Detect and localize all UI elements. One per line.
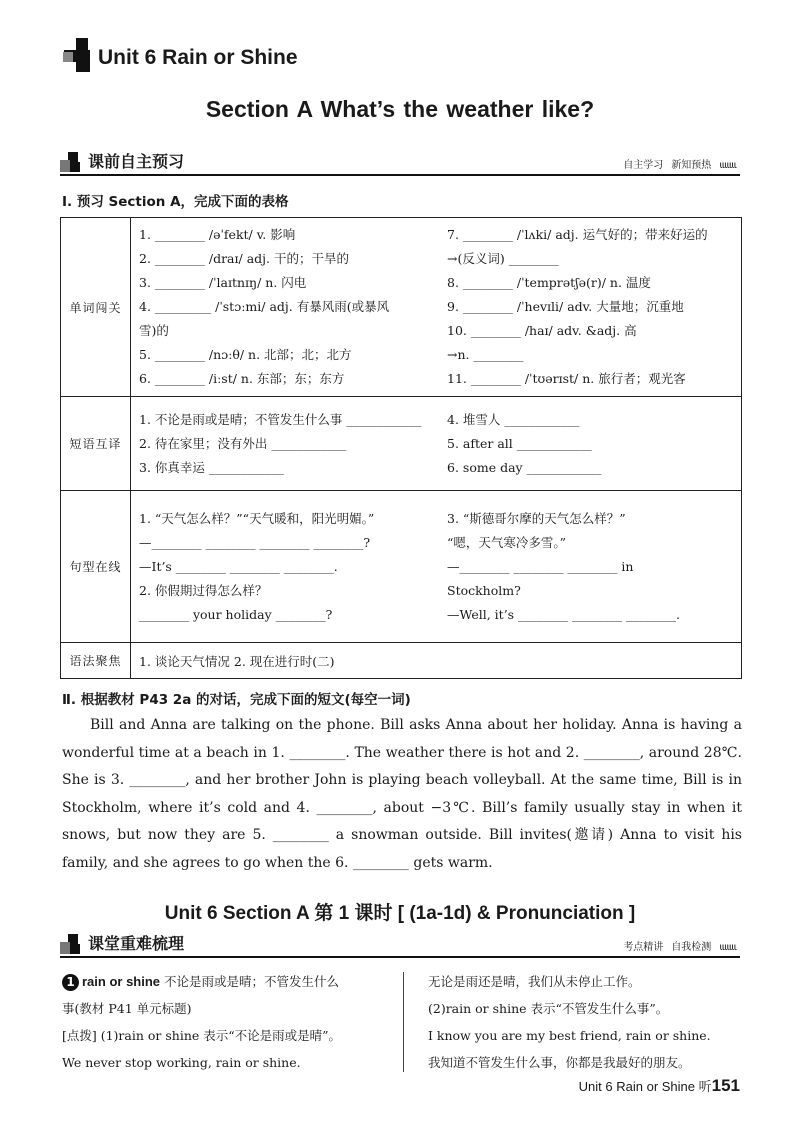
notes-right bbox=[428, 968, 748, 1076]
phrase-item: 6. some day ____________ bbox=[447, 459, 602, 475]
sentence-item: —________ ________ ________ ________? bbox=[139, 534, 371, 550]
preview-section-tags: 自主学习 新知预热 ιιιιιιι bbox=[623, 160, 736, 171]
page-footer bbox=[579, 1076, 740, 1096]
vocab-item: 7. ________ /ˈlʌki/ adj. 运气好的；带来好运的 bbox=[447, 227, 708, 242]
vocab-item: 1. ________ /əˈfekt/ v. 影响 bbox=[139, 227, 296, 242]
phrase-row bbox=[61, 397, 742, 491]
note-line: We never stop working, rain or shine. bbox=[62, 1055, 301, 1070]
note-line: I know you are my best friend, rain or shine. bbox=[428, 1028, 711, 1043]
sentence-item: Stockholm? bbox=[447, 582, 521, 598]
vocab-label: 单词闯关 bbox=[61, 218, 131, 397]
vocab-item: 3. ________ /ˈlaɪtnɪŋ/ n. 闪电 bbox=[139, 275, 307, 290]
classroom-section-label: 课堂重难梳理 bbox=[88, 934, 185, 953]
classroom-section-bar bbox=[60, 932, 740, 958]
passage bbox=[62, 712, 742, 877]
phrase-item: 3. 你真幸运 ____________ bbox=[139, 459, 284, 475]
note-line: (2)rain or shine 表示“不管发生什么事”。 bbox=[428, 1001, 669, 1016]
column-divider bbox=[403, 972, 404, 1072]
part-one-title: Ⅰ. 预习 Section A，完成下面的表格 bbox=[62, 194, 289, 210]
vocab-item: 4. _________ /ˈstɔːmi/ adj. 有暴风雨(或暴风 bbox=[139, 299, 390, 314]
footer-text: Unit 6 Rain or Shine 听 bbox=[578, 1079, 712, 1094]
sentence-item: “嗯，天气寒冷多雪。” bbox=[447, 534, 567, 550]
note-line: 事(教材 P41 单元标题) bbox=[62, 1001, 192, 1016]
vocab-item: →n. ________ bbox=[447, 347, 524, 362]
sentence-item: —It’s ________ ________ ________. bbox=[139, 558, 338, 574]
preview-section-bar bbox=[60, 150, 740, 176]
vocab-item: 雪)的 bbox=[139, 323, 169, 338]
notes-left: 1 rain or shine 不论是雨或是晴；不管发生什么 事(教材 P41 单元标题) [点拨] (1)rain or shine 表示“不论是雨或是晴”。 We never stop working, rain or shine. bbox=[62, 968, 392, 1076]
preview-section-label: 课前自主预习 bbox=[88, 152, 185, 171]
vocab-row bbox=[61, 218, 742, 397]
part-two-title: Ⅱ. 根据教材 P43 2a 的对话，完成下面的短文(每空一词) bbox=[62, 692, 411, 708]
vocab-item: 8. ________ /ˈtemprətʃə(r)/ n. 温度 bbox=[447, 275, 651, 290]
sentence-item: —Well, it’s ________ ________ ________. bbox=[447, 606, 680, 622]
vocab-item: →(反义词) ________ bbox=[447, 251, 559, 266]
grammar-text: 1. 谈论天气情况 2. 现在进行时(二) bbox=[131, 643, 742, 679]
sentence-row bbox=[61, 491, 742, 643]
sentence-label: 句型在线 bbox=[61, 491, 131, 643]
keyword: rain or shine bbox=[82, 974, 161, 989]
sentence-item: ________ your holiday ________? bbox=[139, 606, 333, 622]
section-square-icon bbox=[60, 934, 82, 954]
vocab-item: 2. ________ /draɪ/ adj. 干的；干旱的 bbox=[139, 251, 349, 266]
unit-mark-icon bbox=[60, 38, 94, 78]
grammar-row bbox=[61, 643, 742, 679]
item-number-badge: 1 bbox=[62, 974, 79, 991]
grammar-label: 语法聚焦 bbox=[61, 643, 131, 679]
phrase-item: 2. 待在家里；没有外出 ____________ bbox=[139, 435, 347, 451]
vocab-item: 5. ________ /nɔːθ/ n. 北部；北；北方 bbox=[139, 347, 352, 362]
page-number: 151 bbox=[711, 1076, 740, 1095]
phrase-item: 5. after all ____________ bbox=[447, 435, 592, 451]
note-line: [点拨] (1)rain or shine 表示“不论是雨或是晴”。 bbox=[62, 1028, 342, 1043]
unit-header bbox=[60, 38, 360, 78]
sentence-item: 2. 你假期过得怎么样？ bbox=[139, 582, 268, 598]
passage-text: Bill and Anna are talking on the phone. Bill asks Anna about her holiday. Anna is having a wonderful time at a beach in 1. ________. The weather there is hot and 2. ________, around 28℃. She is 3. ________, and her brother John is playing beach volleyball. At the same time, Bill is in Stockholm, where it’s cold and 4. ________, about −3℃. Bill’s family usually stay in when it snows, but now they are 5. ________ a snowman outside. Bill invites(邀请) Anna to visit his family, and she agrees to go when the 6. ________ gets warm. bbox=[62, 717, 742, 871]
note-line: 我知道不管发生什么事，你都是我最好的朋友。 bbox=[428, 1055, 691, 1070]
phrase-item: 4. 堆雪人 ____________ bbox=[447, 411, 580, 427]
phrase-item: 1. 不论是雨或是晴；不管发生什么事 ____________ bbox=[139, 411, 422, 427]
unit-title: Unit 6 Rain or Shine bbox=[98, 46, 298, 69]
preview-table bbox=[60, 217, 742, 679]
sentence-item: 1. “天气怎么样？”“天气暖和，阳光明媚。” bbox=[139, 510, 375, 526]
vocab-item: 10. ________ /haɪ/ adv. &adj. 高 bbox=[447, 323, 637, 338]
sentence-item: —________ ________ ________ in bbox=[447, 558, 634, 574]
section-square-icon bbox=[60, 152, 82, 172]
vocab-item: 9. ________ /ˈhevɪli/ adv. 大量地；沉重地 bbox=[447, 299, 684, 314]
sentence-item: 3. “斯德哥尔摩的天气怎么样？” bbox=[447, 510, 626, 526]
vocab-item: 11. ________ /ˈtʊərɪst/ n. 旅行者；观光客 bbox=[447, 371, 686, 386]
lesson-title: Unit 6 Section A 第 1 课时 [ (1a-1d) & Pronunciation ] bbox=[164, 903, 636, 924]
classroom-section-tags: 考点精讲 自我检测 ιιιιιιι bbox=[623, 942, 736, 953]
section-title: Section A What’s the weather like? bbox=[205, 96, 595, 122]
vocab-item: 6. ________ /iːst/ n. 东部；东；东方 bbox=[139, 371, 345, 386]
phrase-label: 短语互译 bbox=[61, 397, 131, 491]
note-line: 无论是雨还是晴，我们从未停止工作。 bbox=[428, 974, 641, 989]
